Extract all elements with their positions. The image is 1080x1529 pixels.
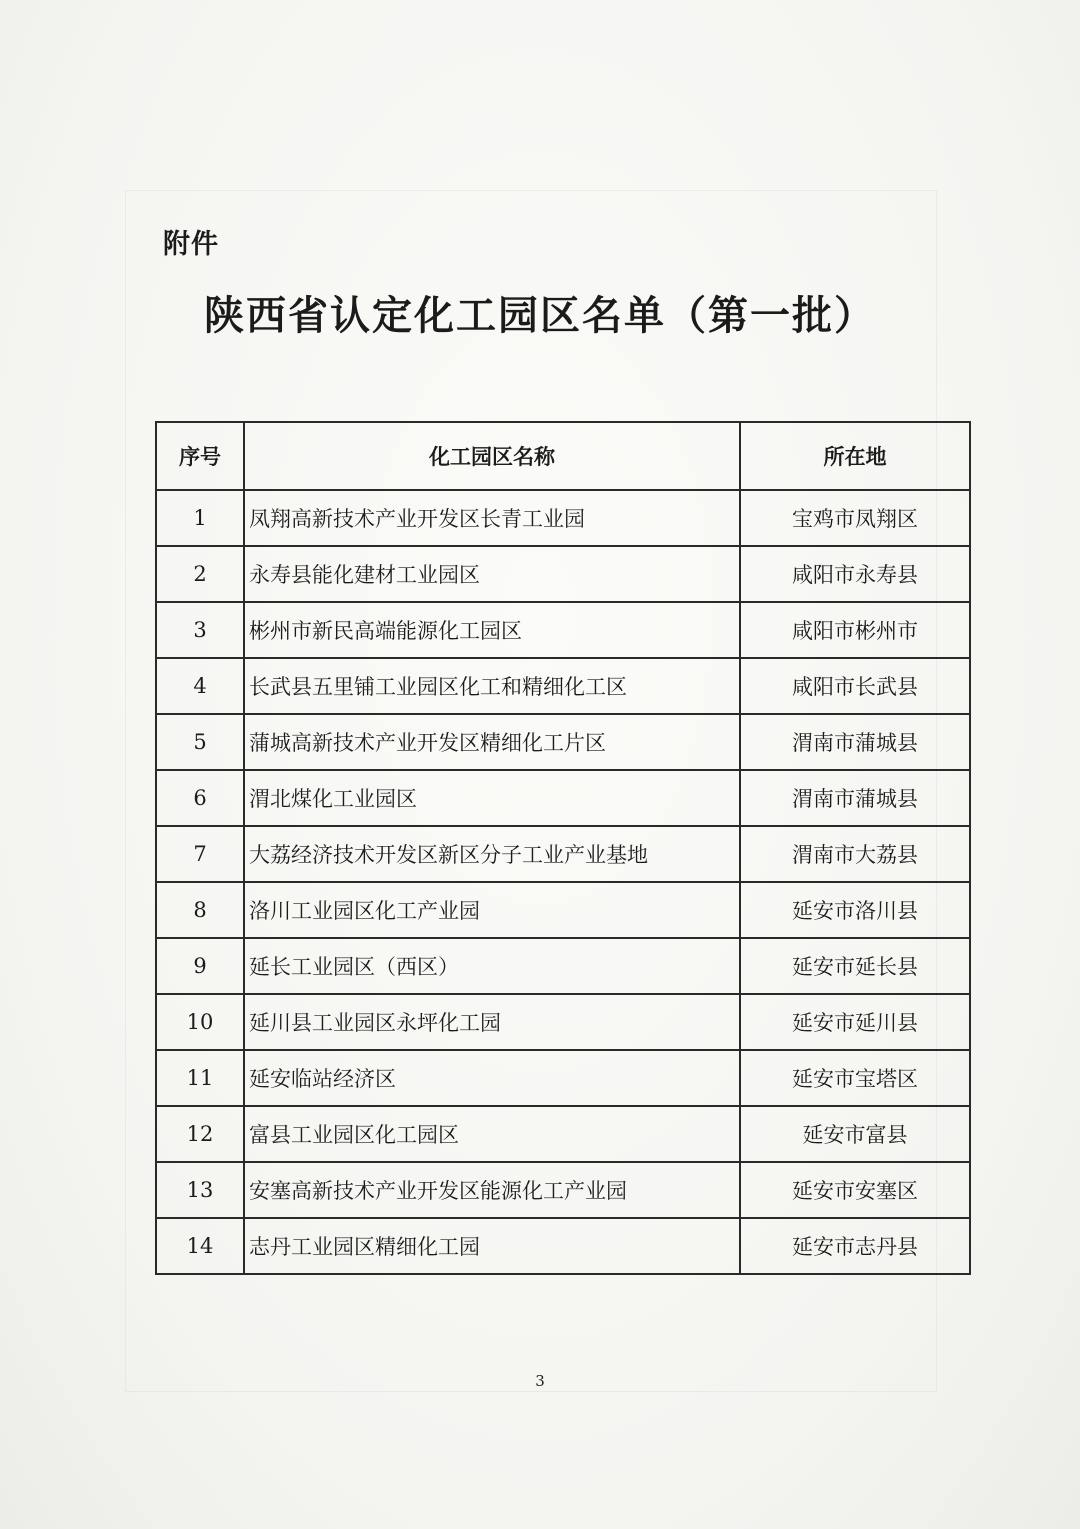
row-location: 渭南市大荔县 bbox=[740, 826, 970, 882]
row-seq: 7 bbox=[156, 826, 244, 882]
page-number: 3 bbox=[535, 1372, 545, 1390]
row-location: 延安市志丹县 bbox=[740, 1218, 970, 1274]
row-seq: 11 bbox=[156, 1050, 244, 1106]
row-seq: 10 bbox=[156, 994, 244, 1050]
attachment-label: 附件 bbox=[163, 229, 219, 260]
table-row bbox=[156, 770, 970, 826]
row-seq: 12 bbox=[156, 1106, 244, 1162]
row-name: 渭北煤化工业园区 bbox=[244, 770, 740, 826]
row-location: 延安市富县 bbox=[740, 1106, 970, 1162]
table-row bbox=[156, 1218, 970, 1274]
row-name: 富县工业园区化工园区 bbox=[244, 1106, 740, 1162]
table-row bbox=[156, 658, 970, 714]
row-name: 蒲城高新技术产业开发区精细化工片区 bbox=[244, 714, 740, 770]
row-seq: 1 bbox=[156, 490, 244, 546]
table-row bbox=[156, 714, 970, 770]
row-name: 安塞高新技术产业开发区能源化工产业园 bbox=[244, 1162, 740, 1218]
header-name: 化工园区名称 bbox=[244, 422, 740, 490]
header-location: 所在地 bbox=[740, 422, 970, 490]
table-row bbox=[156, 546, 970, 602]
row-name: 延安临站经济区 bbox=[244, 1050, 740, 1106]
row-seq: 5 bbox=[156, 714, 244, 770]
chemical-park-table bbox=[155, 421, 971, 1275]
row-location: 宝鸡市凤翔区 bbox=[740, 490, 970, 546]
row-seq: 9 bbox=[156, 938, 244, 994]
row-location: 延安市延长县 bbox=[740, 938, 970, 994]
row-seq: 6 bbox=[156, 770, 244, 826]
row-name: 志丹工业园区精细化工园 bbox=[244, 1218, 740, 1274]
row-name: 凤翔高新技术产业开发区长青工业园 bbox=[244, 490, 740, 546]
row-name: 洛川工业园区化工产业园 bbox=[244, 882, 740, 938]
row-seq: 14 bbox=[156, 1218, 244, 1274]
table-row bbox=[156, 1050, 970, 1106]
row-name: 永寿县能化建材工业园区 bbox=[244, 546, 740, 602]
table-row bbox=[156, 938, 970, 994]
row-location: 咸阳市永寿县 bbox=[740, 546, 970, 602]
table-row bbox=[156, 826, 970, 882]
document-title: 陕西省认定化工园区名单（第一批） bbox=[204, 293, 876, 339]
row-name: 延长工业园区（西区） bbox=[244, 938, 740, 994]
row-name: 大荔经济技术开发区新区分子工业产业基地 bbox=[244, 826, 740, 882]
row-location: 渭南市蒲城县 bbox=[740, 714, 970, 770]
row-seq: 3 bbox=[156, 602, 244, 658]
table-row bbox=[156, 994, 970, 1050]
row-seq: 13 bbox=[156, 1162, 244, 1218]
table-row bbox=[156, 490, 970, 546]
row-seq: 4 bbox=[156, 658, 244, 714]
row-location: 延安市延川县 bbox=[740, 994, 970, 1050]
row-seq: 2 bbox=[156, 546, 244, 602]
row-location: 延安市安塞区 bbox=[740, 1162, 970, 1218]
row-name: 彬州市新民高端能源化工园区 bbox=[244, 602, 740, 658]
row-location: 延安市宝塔区 bbox=[740, 1050, 970, 1106]
row-location: 渭南市蒲城县 bbox=[740, 770, 970, 826]
row-name: 长武县五里铺工业园区化工和精细化工区 bbox=[244, 658, 740, 714]
row-location: 咸阳市彬州市 bbox=[740, 602, 970, 658]
row-location: 延安市洛川县 bbox=[740, 882, 970, 938]
header-seq: 序号 bbox=[156, 422, 244, 490]
table-row bbox=[156, 1162, 970, 1218]
row-seq: 8 bbox=[156, 882, 244, 938]
row-location: 咸阳市长武县 bbox=[740, 658, 970, 714]
table-row bbox=[156, 1106, 970, 1162]
row-name: 延川县工业园区永坪化工园 bbox=[244, 994, 740, 1050]
table-header-row bbox=[156, 422, 970, 490]
table-row bbox=[156, 602, 970, 658]
table-row bbox=[156, 882, 970, 938]
